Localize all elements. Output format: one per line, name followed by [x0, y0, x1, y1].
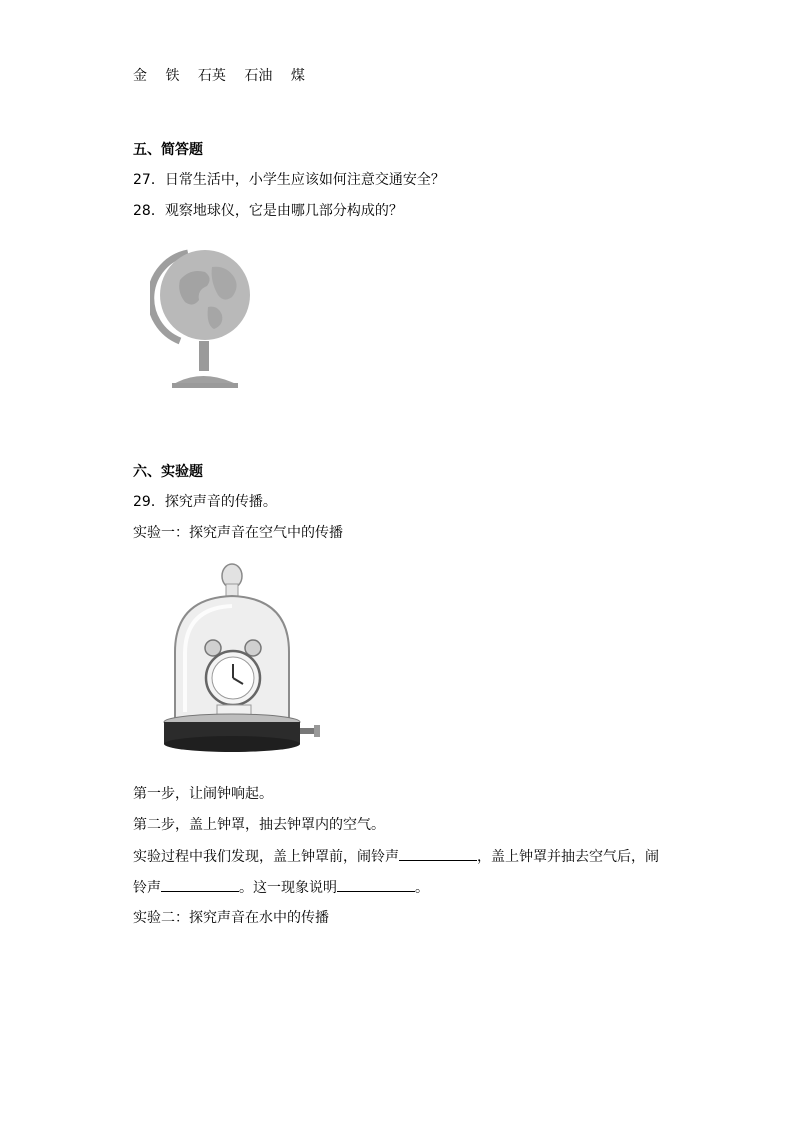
word-list [133, 66, 305, 86]
word-item: 金 [133, 68, 147, 84]
question-27: 27．日常生活中，小学生应该如何注意交通安全？ [133, 172, 445, 188]
globe-figure [150, 245, 260, 390]
experiment-1-title: 实验一：探究声音在空气中的传播 [133, 525, 343, 541]
word-item: 煤 [290, 68, 305, 84]
word-item: 石油 [244, 68, 273, 84]
paragraph-text: 实验过程中我们发现，盖上钟罩前，闹铃声 [133, 849, 399, 865]
paragraph-text: 。这一现象说明 [239, 880, 337, 896]
answer-blank-2[interactable] [161, 877, 239, 892]
question-28: 28．观察地球仪，它是由哪几部分构成的？ [133, 203, 403, 219]
answer-blank-1[interactable] [399, 846, 477, 861]
word-item: 石英 [197, 68, 226, 84]
answer-blank-3[interactable] [337, 877, 415, 892]
paragraph-text: ，盖上钟罩并抽去空气后，闹 [477, 849, 659, 865]
step-2: 第二步，盖上钟罩，抽去钟罩内的空气。 [133, 817, 385, 833]
fill-in-paragraph-line-1 [133, 846, 659, 867]
paragraph-text: 。 [415, 880, 429, 896]
paragraph-text: 铃声 [133, 880, 161, 896]
section-heading-short-answer: 五、简答题 [133, 142, 203, 158]
section-heading-experiment: 六、实验题 [133, 464, 203, 480]
word-item: 铁 [165, 68, 180, 84]
bell-jar-figure [163, 562, 323, 754]
fill-in-paragraph-line-2 [133, 877, 429, 898]
question-29: 29．探究声音的传播。 [133, 494, 277, 510]
experiment-2-title: 实验二：探究声音在水中的传播 [133, 910, 329, 926]
step-1: 第一步，让闹钟响起。 [133, 786, 273, 802]
